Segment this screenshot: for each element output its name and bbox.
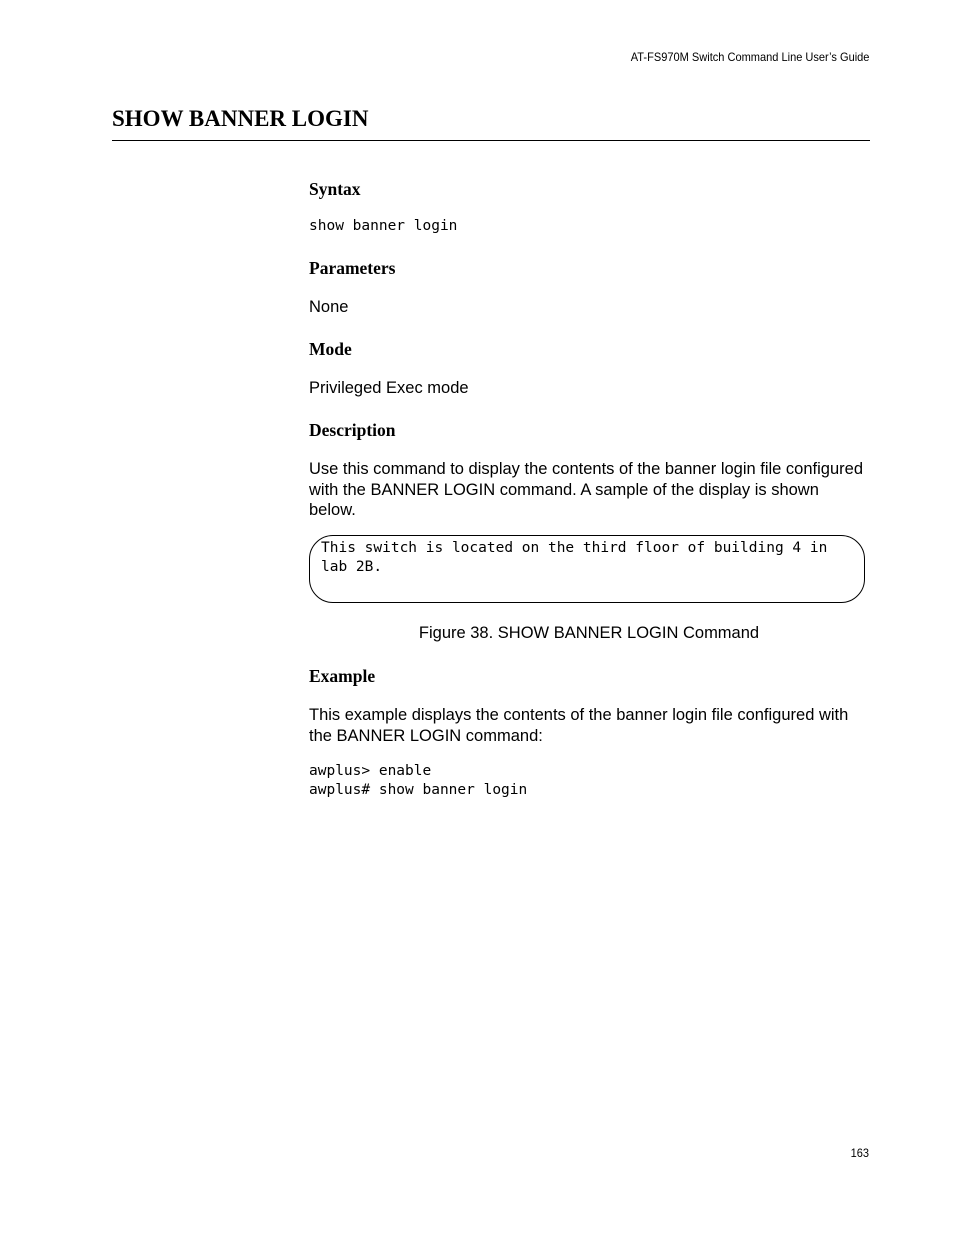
page-number: 163 bbox=[850, 1146, 869, 1160]
syntax-code: show banner login bbox=[309, 218, 458, 234]
example-code-line: awplus> enable bbox=[309, 763, 432, 779]
parameters-heading: Parameters bbox=[309, 258, 396, 278]
page-title: SHOW BANNER LOGIN bbox=[112, 106, 369, 131]
mode-text: Privileged Exec mode bbox=[309, 379, 469, 397]
running-header: AT-FS970M Switch Command Line User’s Guide bbox=[630, 50, 869, 64]
syntax-heading: Syntax bbox=[309, 179, 361, 199]
parameters-text: None bbox=[309, 298, 349, 316]
example-text: This example displays the contents of the banner login file configured with the BANNER LOGIN command: bbox=[309, 706, 849, 745]
title-divider bbox=[112, 140, 870, 141]
screen-output-line: lab 2B. bbox=[321, 559, 383, 575]
screen-output-text bbox=[321, 539, 827, 577]
example-heading: Example bbox=[309, 666, 376, 686]
mode-heading: Mode bbox=[309, 339, 352, 359]
screen-output-line: This switch is located on the third floor of building 4 in bbox=[321, 540, 828, 556]
description-heading: Description bbox=[309, 420, 396, 440]
example-code-line: awplus# show banner login bbox=[309, 782, 528, 798]
figure-caption: Figure 38. SHOW BANNER LOGIN Command bbox=[418, 624, 760, 642]
description-text: Use this command to display the contents of the banner login file configured with the BANNER LOGIN command. A sample of the display is shown below. bbox=[309, 460, 863, 519]
screen-output-box bbox=[309, 535, 865, 603]
